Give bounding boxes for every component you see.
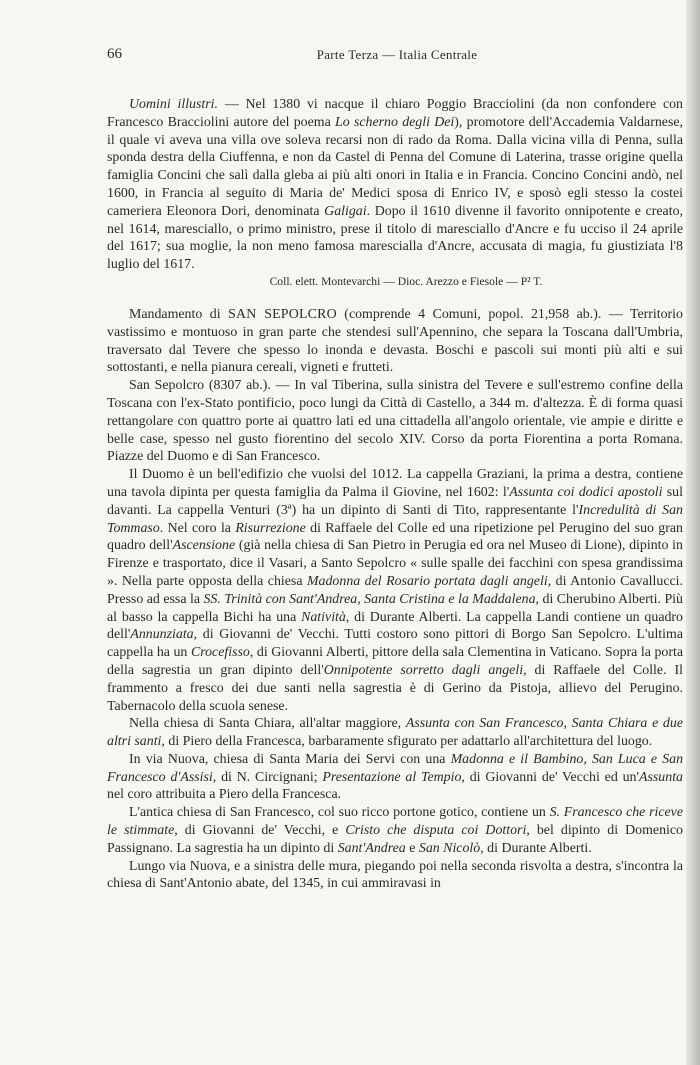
page-body — [107, 96, 683, 893]
paragraph-san-francesco: L'antica chiesa di San Francesco, col suo ricco portone gotico, contiene un S. Francesco che riceve le stimmate, di Giovanni de' Vecchi, e Cristo che disputa coi Dottori, bel dipinto di Domenico Passignano. La sagrestia ha un dipinto di Sant'Andrea e San Nicolò, di Durante Alberti. — [107, 805, 684, 856]
paragraph-santa-chiara: Nella chiesa di Santa Chiara, all'altar maggiore, Assunta con San Francesco, Santa Chiara e due altri santi, di Piero della Francesca, barbaramente sfigurato per adattarlo all'architettura del luogo. — [107, 716, 683, 750]
page-number: 66 — [107, 46, 122, 62]
section-title: SAN SEPOLCRO — [228, 306, 337, 322]
section-lead: Uomini illustri. — [129, 97, 219, 112]
running-head: Parte Terza — Italia Centrale — [316, 47, 478, 62]
page-header — [107, 46, 687, 66]
electoral-caption: Coll. elett. Montevarchi — Dioc. Arezzo e Fiesole — P² T. — [269, 274, 543, 288]
paragraph-duomo: Il Duomo è un bell'edifizio che vuolsi del 1012. La cappella Graziani, la prima a destra, contiene una tavola dipinta per questa famiglia da Palma il Giovine, nel 1602: l'Assunta coi dodici apostoli sul davanti. La cappella Venturi (3ª) ha un dipinto di Santi di Tito, rappresentante l'Incredulità di San Tommaso. Nel coro la Risurrezione di Raffaele del Colle ed una ripetizione pel Perugino del suo gran quadro dell'Ascensione (già nella chiesa di San Pietro in Perugia ed ora nel Museo di Lione), dipinto in Firenze e trasportato, dice il Vasari, a Santo Sepolcro « sulle spalle dei facchini con spesa grandissima ». Nella parte opposta della chiesa Madonna del Rosario portata dagli angeli, di Antonio Cavallucci. Presso ad essa la SS. Trinità con Sant'Andrea, Santa Cristina e la Maddalena, di Cherubino Alberti. Più al basso la cappella Bichi ha una Natività, di Durante Alberti. La cappella Landi contiene un quadro dell'Annunziata, di Giovanni de' Vecchi. Tutti costoro sono pittori di Borgo San Sepolcro. L'ultima cappella ha un Crocefisso, di Giovanni Alberti, pittore della sala Clementina in Vaticano. Sopra la porta della sagrestia un gran dipinto dell'Onnipotente sorretto dagli angeli, di Raffaele del Colle. Il frammento a fresco dei due santi nella sagrestia è di Gerino da Pistoja, allievo del Perugino. Tabernacolo della scuola senese. — [107, 467, 684, 714]
paragraph-mandamento: Mandamento di SAN SEPOLCRO (comprende 4 Comuni, popol. 21,958 ab.). — Territorio vastissimo e montuoso in gran parte che stendesi sull'Apennino, che separa la Toscana dall'Umbria, traversato dal Tevere che spesso lo inonda e devasta. Boschi e pascoli sui monti più alti e sui sottostanti, e nella pianura cereali, vigneti e frutteti. — [107, 306, 683, 376]
paragraph-uomini-illustri: Uomini illustri. — Nel 1380 vi nacque il chiaro Poggio Bracciolini (da non confondere con Francesco Bracciolini autore del poema Lo scherno degli Dei), promotore dell'Accademia Valdarnese, il quale vi aveva una villa ove soleva recarsi non di rado da Roma. Dalla vicina villa di Penna, sulla sponda destra della Ciuffenna, e non da Castel di Penna del Comune di Laterina, trasse origine quella famiglia Concini che salì dalla gleba ai più alti onori in Italia e in Francia. Concino Concini andò, nel 1600, in Francia al seguito di Maria de' Medici sposa di Enrico IV, e sposò egli stesso la costei cameriera Eleonora Dori, denominata Galigai. Dopo il 1610 divenne il favorito onnipotente e creato, nel 1614, maresciallo, o primo ministro, prese il titolo di maresciallo d'Ancre e fu ucciso il 24 aprile del 1617; sua moglie, la non meno famosa marescialla d'Ancre, accusata di magia, fu giustiziata l'8 luglio del 1617. — [107, 97, 683, 273]
section-lead: San Sepolcro — [129, 378, 205, 394]
paragraph-san-sepolcro: San Sepolcro (8307 ab.). — In val Tiberina, sulla sinistra del Tevere e sull'estremo confine della Toscana con l'ex-Stato pontificio, poco lungi da Città di Castello, a 344 m. d'altezza. È di forma quasi rettangolare con quattro porte ai quattro lati ed una cittadella all'angolo orientale, vie ampie e diritte e belle case, spesso nel gusto fiorentino del secolo XIV. Corso da porta Fiorentina a porta Romana. Piazze del Duomo e di San Francesco. — [107, 378, 683, 465]
paragraph-via-nuova: Lungo via Nuova, e a sinistra delle mura, piegando poi nella seconda risvolta a destra, s'incontra la chiesa di Sant'Antonio abate, del 1345, in cui ammiravasi in — [107, 858, 683, 892]
paragraph-servi: In via Nuova, chiesa di Santa Maria dei Servi con una Madonna e il Bambino, San Luca e San Francesco d'Assisi, di N. Circignani; Presentazione al Tempio, di Giovanni de' Vecchi ed un'Assunta nel coro attribuita a Piero della Francesca. — [107, 751, 684, 803]
page-edge — [686, 0, 700, 1065]
